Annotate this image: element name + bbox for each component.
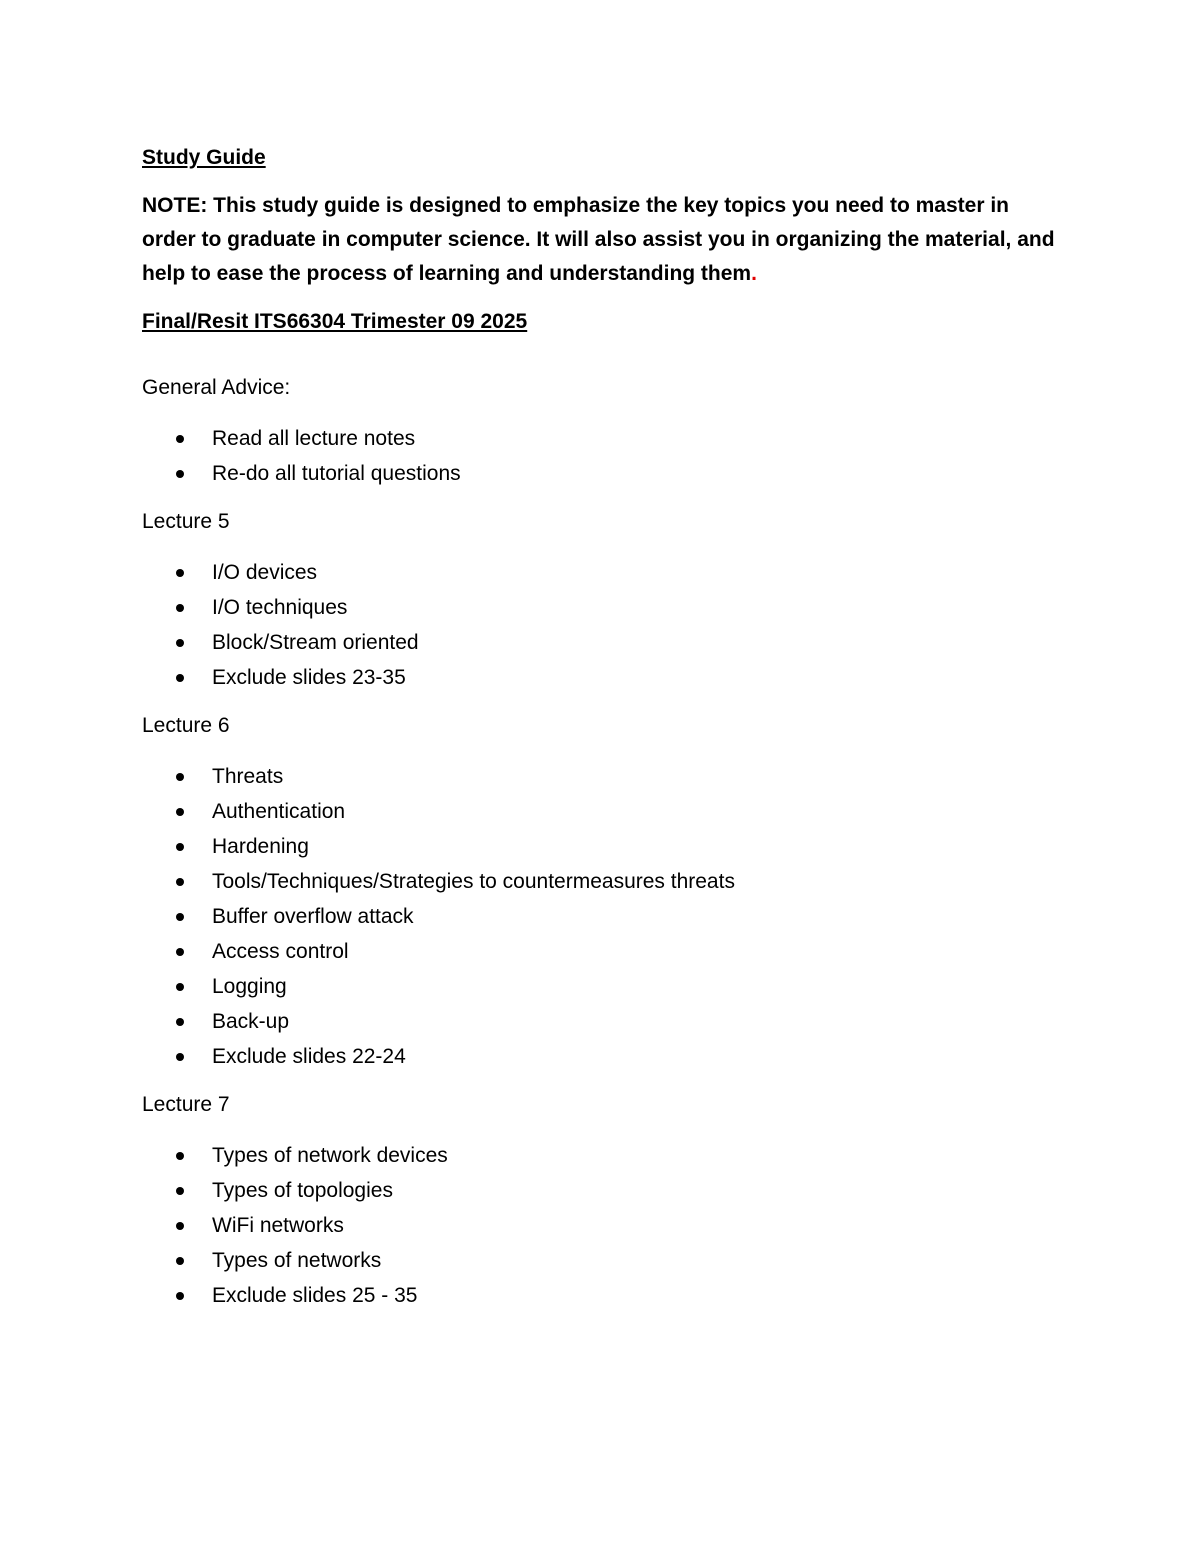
bullet-icon <box>176 878 184 886</box>
list-item <box>142 829 1062 864</box>
bullet-icon <box>176 1152 184 1160</box>
bullet-icon <box>176 569 184 577</box>
document-title: Study Guide <box>142 146 266 169</box>
list-item <box>142 759 1062 794</box>
list-item-text: Exclude slides 23-35 <box>212 666 406 689</box>
bullet-icon <box>176 1257 184 1265</box>
bullet-icon <box>176 604 184 612</box>
list-item <box>142 1208 1062 1243</box>
list-item <box>142 934 1062 969</box>
bullet-icon <box>176 639 184 647</box>
lecture-5-heading: Lecture 5 <box>142 510 230 533</box>
list-item-text: Block/Stream oriented <box>212 631 419 654</box>
general-advice-heading: General Advice: <box>142 376 291 399</box>
list-item-text: Types of topologies <box>212 1179 393 1202</box>
list-item <box>142 625 1062 660</box>
bullet-icon <box>176 470 184 478</box>
lecture-6-heading: Lecture 6 <box>142 714 230 737</box>
list-item-text: Tools/Techniques/Strategies to countermeasures threats <box>212 870 735 893</box>
list-item <box>142 1138 1062 1173</box>
list-item-text: Types of networks <box>212 1249 382 1272</box>
bullet-icon <box>176 435 184 443</box>
list-item <box>142 1278 1062 1313</box>
document-content <box>142 141 1062 1313</box>
list-item <box>142 555 1062 590</box>
list-item-text: Buffer overflow attack <box>212 905 414 928</box>
list-item <box>142 590 1062 625</box>
bullet-icon <box>176 913 184 921</box>
bullet-icon <box>176 1053 184 1061</box>
bullet-icon <box>176 948 184 956</box>
list-item-text: I/O devices <box>212 561 318 584</box>
general-advice-list <box>142 421 1062 491</box>
note-paragraph <box>142 189 1062 291</box>
list-item-text: Back-up <box>212 1010 290 1033</box>
note-end-mark: . <box>751 262 757 285</box>
list-item <box>142 899 1062 934</box>
lecture-5-list <box>142 555 1062 695</box>
bullet-icon <box>176 1292 184 1300</box>
list-item <box>142 864 1062 899</box>
bullet-icon <box>176 1018 184 1026</box>
list-item <box>142 794 1062 829</box>
list-item <box>142 969 1062 1004</box>
bullet-icon <box>176 983 184 991</box>
list-item-text: Exclude slides 25 - 35 <box>212 1284 418 1307</box>
list-item-text: Logging <box>212 975 287 998</box>
bullet-icon <box>176 843 184 851</box>
list-item-text: Types of network devices <box>212 1144 448 1167</box>
note-text: NOTE: This study guide is designed to emphasize the key topics you need to master in order to graduate in computer science. It will also assist you in organizing the material, and help to ease the process of learning and understanding them <box>142 194 1055 285</box>
list-item <box>142 1173 1062 1208</box>
list-item-text: I/O techniques <box>212 596 348 619</box>
bullet-icon <box>176 808 184 816</box>
exam-subtitle: Final/Resit ITS66304 Trimester 09 2025 <box>142 310 528 333</box>
list-item-text: WiFi networks <box>212 1214 344 1237</box>
lecture-6-list <box>142 759 1062 1074</box>
list-item-text: Read all lecture notes <box>212 427 416 450</box>
lecture-7-list <box>142 1138 1062 1313</box>
list-item-text: Authentication <box>212 800 346 823</box>
list-item-text: Re-do all tutorial questions <box>212 462 461 485</box>
list-item <box>142 456 1062 491</box>
list-item-text: Hardening <box>212 835 309 858</box>
list-item <box>142 421 1062 456</box>
list-item-text: Threats <box>212 765 284 788</box>
bullet-icon <box>176 1222 184 1230</box>
bullet-icon <box>176 674 184 682</box>
list-item <box>142 660 1062 695</box>
list-item <box>142 1039 1062 1074</box>
list-item <box>142 1243 1062 1278</box>
bullet-icon <box>176 1187 184 1195</box>
list-item <box>142 1004 1062 1039</box>
list-item-text: Exclude slides 22-24 <box>212 1045 406 1068</box>
bullet-icon <box>176 773 184 781</box>
list-item-text: Access control <box>212 940 349 963</box>
lecture-7-heading: Lecture 7 <box>142 1093 230 1116</box>
